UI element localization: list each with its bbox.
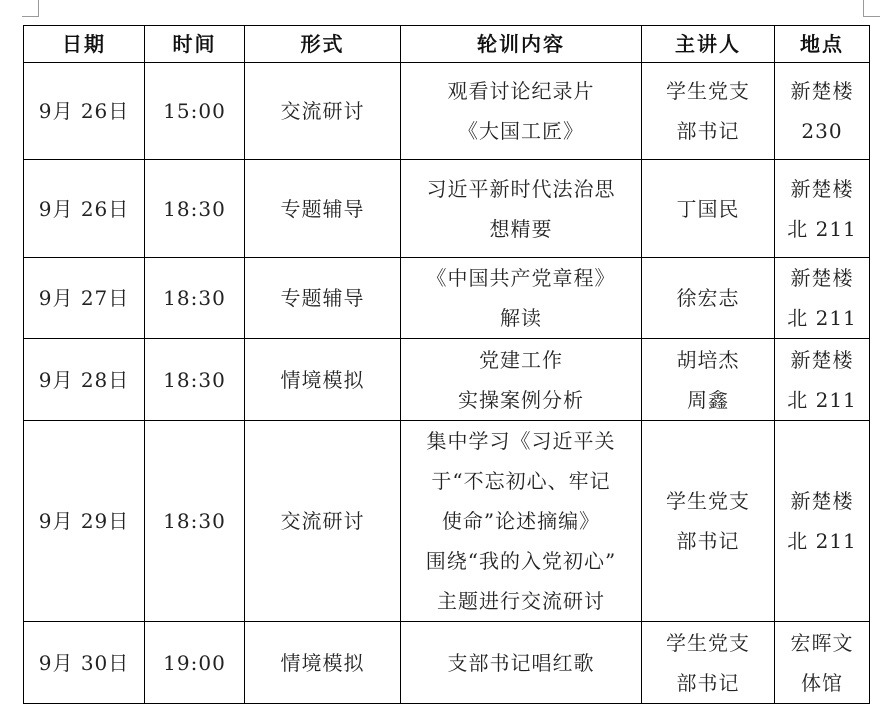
- cell-location: 新楚楼 北 211: [775, 258, 870, 339]
- training-schedule-table: [23, 25, 870, 704]
- cell-time: 19:00: [145, 622, 245, 704]
- cell-location: 宏晖文 体馆: [775, 622, 870, 704]
- table-row: [24, 622, 870, 704]
- header-time: 时间: [145, 26, 245, 63]
- table-row: [24, 339, 870, 421]
- cell-speaker: 丁国民: [642, 160, 775, 258]
- header-speaker: 主讲人: [642, 26, 775, 63]
- cell-content: 习近平新时代法治思 想精要: [401, 160, 642, 258]
- cell-content: 观看讨论纪录片 《大国工匠》: [401, 63, 642, 160]
- cell-content: 集中学习《习近平关 于“不忘初心、牢记 使命”论述摘编》 围绕“我的入党初心” 主题进行交流研讨: [401, 421, 642, 622]
- cell-format: 专题辅导: [245, 258, 401, 339]
- cell-time: 18:30: [145, 258, 245, 339]
- header-content: 轮训内容: [401, 26, 642, 63]
- table-header-row: [24, 26, 870, 63]
- cell-location: 新楚楼 北 211: [775, 160, 870, 258]
- cell-format: 专题辅导: [245, 160, 401, 258]
- table-row: [24, 421, 870, 622]
- table-row: [24, 160, 870, 258]
- cell-time: 18:30: [145, 339, 245, 421]
- cell-location: 新楚楼 北 211: [775, 421, 870, 622]
- cell-format: 情境模拟: [245, 622, 401, 704]
- cell-time: 18:30: [145, 421, 245, 622]
- header-format: 形式: [245, 26, 401, 63]
- cell-speaker: 学生党支 部书记: [642, 63, 775, 160]
- cell-date: 9月 30日: [24, 622, 145, 704]
- cell-format: 交流研讨: [245, 421, 401, 622]
- cell-location: 新楚楼 230: [775, 63, 870, 160]
- cell-speaker: 学生党支 部书记: [642, 622, 775, 704]
- cell-speaker: 徐宏志: [642, 258, 775, 339]
- page-corner-mark-left: [22, 0, 39, 17]
- cell-format: 情境模拟: [245, 339, 401, 421]
- cell-date: 9月 27日: [24, 258, 145, 339]
- cell-date: 9月 26日: [24, 63, 145, 160]
- page-corner-mark-right: [863, 0, 880, 17]
- cell-date: 9月 28日: [24, 339, 145, 421]
- cell-format: 交流研讨: [245, 63, 401, 160]
- header-location: 地点: [775, 26, 870, 63]
- table-row: [24, 63, 870, 160]
- cell-content: 《中国共产党章程》 解读: [401, 258, 642, 339]
- cell-time: 15:00: [145, 63, 245, 160]
- cell-speaker: 学生党支 部书记: [642, 421, 775, 622]
- cell-date: 9月 29日: [24, 421, 145, 622]
- header-date: 日期: [24, 26, 145, 63]
- cell-speaker: 胡培杰 周鑫: [642, 339, 775, 421]
- table-row: [24, 258, 870, 339]
- cell-location: 新楚楼 北 211: [775, 339, 870, 421]
- cell-date: 9月 26日: [24, 160, 145, 258]
- cell-content: 党建工作 实操案例分析: [401, 339, 642, 421]
- cell-time: 18:30: [145, 160, 245, 258]
- cell-content: 支部书记唱红歌: [401, 622, 642, 704]
